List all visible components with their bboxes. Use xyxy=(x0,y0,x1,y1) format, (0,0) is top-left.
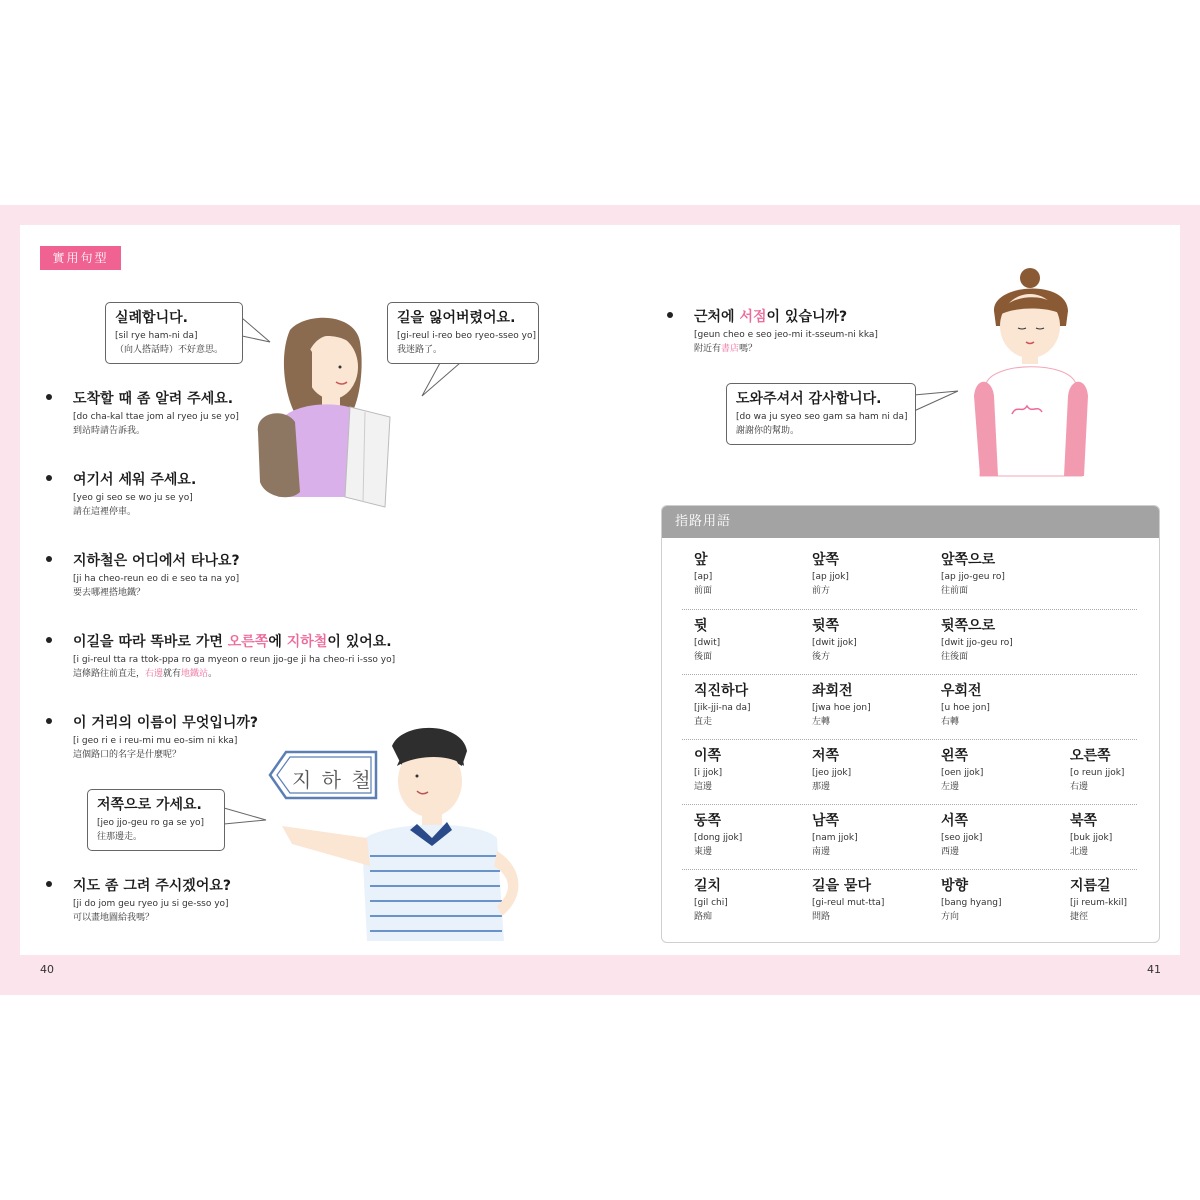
bubble-korean: 길을 잃어버렸어요. xyxy=(397,310,516,326)
direction-vocabulary-panel xyxy=(661,505,1160,943)
vocabulary-entry xyxy=(941,747,983,794)
phrase-romanization: [geun cheo e seo jeo-mi it-sseum-ni kka] xyxy=(694,330,878,340)
vocab-translation: 西邊 xyxy=(941,847,960,857)
vocab-romanization: [ap jjo-geu ro] xyxy=(941,572,1005,582)
vocab-korean: 뒷 xyxy=(694,618,708,634)
phrase-translation: 可以畫地圖給我嗎？ xyxy=(73,913,155,923)
vocab-translation: 問路 xyxy=(812,912,831,922)
vocab-romanization: [ap] xyxy=(694,572,713,582)
vocabulary-entry xyxy=(694,617,720,664)
phrase-korean: 지도 좀 그려 주시겠어요? xyxy=(73,878,231,894)
vocab-romanization: [dwit jjo-geu ro] xyxy=(941,638,1013,648)
phrase-translation: 這個路口的名字是什麼呢？ xyxy=(73,750,182,760)
vocab-romanization: [jik-jji-na da] xyxy=(694,703,751,713)
speech-bubble-thanks xyxy=(726,383,916,445)
vocab-korean: 오른쪽 xyxy=(1070,748,1111,764)
vocab-romanization: [o reun jjok] xyxy=(1070,768,1125,778)
phrase-text: 。 xyxy=(208,669,218,679)
vocab-korean: 남쪽 xyxy=(812,813,840,829)
vocab-translation: 路痴 xyxy=(694,912,713,922)
bullet-dot xyxy=(46,556,52,562)
bullet-dot xyxy=(46,718,52,724)
vocab-translation: 左轉 xyxy=(812,717,831,727)
phrase-korean: 이 거리의 이름이 무엇입니까? xyxy=(73,715,259,731)
phrase-korean xyxy=(694,308,878,326)
highlight-right-side: 오른쪽 xyxy=(227,634,269,650)
vocabulary-row xyxy=(682,804,1137,869)
vocab-romanization: [buk jjok] xyxy=(1070,833,1113,843)
bullet-dot xyxy=(46,394,52,400)
vocab-romanization: [ap jjok] xyxy=(812,572,849,582)
vocab-korean: 북쪽 xyxy=(1070,813,1098,829)
phrase-translation: 請在這裡停車。 xyxy=(73,507,137,517)
vocab-translation: 南邊 xyxy=(812,847,831,857)
bubble-translation: 我迷路了。 xyxy=(397,345,443,355)
bubble-romanization: [gi-reul i-reo beo ryeo-sseo yo] xyxy=(397,331,536,341)
vocabulary-entry xyxy=(694,682,751,729)
phrase-item xyxy=(73,390,239,438)
vocab-romanization: [gi-reul mut-tta] xyxy=(812,898,885,908)
vocabulary-entry xyxy=(941,551,1005,598)
vocabulary-entry xyxy=(941,682,990,729)
vocab-romanization: [jwa hoe jon] xyxy=(812,703,871,713)
phrase-translation: 到站時請告訴我。 xyxy=(73,426,146,436)
vocabulary-entry xyxy=(812,682,871,729)
vocab-korean: 길을 묻다 xyxy=(812,878,871,894)
vocabulary-entry xyxy=(812,551,849,598)
bullet-dot xyxy=(46,881,52,887)
vocabulary-entry xyxy=(812,617,857,664)
bubble-tail xyxy=(420,362,464,398)
vocab-romanization: [seo jjok] xyxy=(941,833,983,843)
vocab-romanization: [dwit jjok] xyxy=(812,638,857,648)
phrase-text: 근처에 xyxy=(694,309,740,325)
bubble-romanization: [jeo jjo-geu ro ga se yo] xyxy=(97,818,205,828)
subway-sign-text: 지 하 철 xyxy=(292,768,373,792)
phrase-item xyxy=(73,633,395,681)
bullet-dot xyxy=(667,312,673,318)
phrase-korean xyxy=(73,633,395,651)
vocab-korean: 저쪽 xyxy=(812,748,840,764)
vocabulary-entry xyxy=(1070,812,1112,859)
vocabulary-entry xyxy=(941,617,1013,664)
girl-with-backpack-illustration xyxy=(250,312,400,512)
vocab-korean: 이쪽 xyxy=(694,748,722,764)
bubble-korean: 저쪽으로 가세요. xyxy=(97,797,202,813)
vocab-romanization: [gil chi] xyxy=(694,898,728,908)
vocabulary-entry xyxy=(941,812,982,859)
phrase-text: 嗎？ xyxy=(739,344,758,354)
vocab-romanization: [dwit] xyxy=(694,638,721,648)
vocab-translation: 後方 xyxy=(812,652,831,662)
phrase-item xyxy=(73,714,258,762)
vocabulary-entry xyxy=(694,551,712,598)
phrase-item xyxy=(73,552,240,600)
vocab-romanization: [dong jjok] xyxy=(694,833,743,843)
section-tag: 實用句型 xyxy=(40,246,121,270)
phrase-text: 就有 xyxy=(163,669,182,679)
phrase-korean: 여기서 세워 주세요. xyxy=(73,472,197,488)
vocab-translation: 左邊 xyxy=(941,782,960,792)
bubble-romanization: [sil rye ham-ni da] xyxy=(115,331,198,341)
vocabulary-entry xyxy=(694,812,742,859)
vocab-translation: 這邊 xyxy=(694,782,713,792)
vocabulary-entry xyxy=(694,747,722,794)
phrase-korean: 도착할 때 좀 알려 주세요. xyxy=(73,391,234,407)
vocab-korean: 방향 xyxy=(941,878,969,894)
phrase-text: 에 xyxy=(268,634,287,650)
phrase-text: 이 있어요. xyxy=(327,634,392,650)
vocab-korean: 직진하다 xyxy=(694,683,749,699)
phrase-translation: 要去哪裡搭地鐵？ xyxy=(73,588,146,598)
vocab-korean: 지름길 xyxy=(1070,878,1111,894)
vocab-romanization: [nam jjok] xyxy=(812,833,858,843)
vocabulary-entry xyxy=(941,877,1002,924)
vocab-translation: 捷徑 xyxy=(1070,912,1089,922)
vocab-korean: 뒷쪽 xyxy=(812,618,840,634)
bullet-dot xyxy=(46,637,52,643)
page-number-left: 40 xyxy=(40,963,54,976)
vocab-translation: 直走 xyxy=(694,717,713,727)
bubble-translation: （向人搭話時）不好意思。 xyxy=(115,345,224,355)
vocabulary-row xyxy=(682,869,1137,934)
vocab-korean: 앞 xyxy=(694,552,708,568)
highlight-bookstore: 書店 xyxy=(721,344,740,354)
phrase-text: 이길을 따라 똑바로 가면 xyxy=(73,634,228,650)
vocab-translation: 往後面 xyxy=(941,652,969,662)
vocab-romanization: [ji reum-kkil] xyxy=(1070,898,1128,908)
vocabulary-panel-title: 指路用語 xyxy=(662,506,1159,538)
phrase-romanization: [ji ha cheo-reun eo di e seo ta na yo] xyxy=(73,574,240,584)
highlight-subway: 地鐵站 xyxy=(181,669,209,679)
highlight-right-side: 右邊 xyxy=(145,669,164,679)
vocab-korean: 왼쪽 xyxy=(941,748,969,764)
vocab-translation: 前方 xyxy=(812,586,831,596)
vocab-translation: 後面 xyxy=(694,652,713,662)
vocab-translation: 前面 xyxy=(694,586,713,596)
woman-in-sweater-illustration xyxy=(972,266,1090,488)
phrase-item xyxy=(73,877,231,925)
vocab-translation: 東邊 xyxy=(694,847,713,857)
phrase-text: 이 있습니까? xyxy=(766,309,848,325)
phrase-item xyxy=(694,308,878,356)
bubble-korean: 실례합니다. xyxy=(115,310,188,326)
vocabulary-entry xyxy=(1070,747,1124,794)
vocab-romanization: [i jjok] xyxy=(694,768,723,778)
phrase-romanization: [yeo gi seo se wo ju se yo] xyxy=(73,493,193,503)
bubble-romanization: [do wa ju syeo seo gam sa ham ni da] xyxy=(736,412,908,422)
vocabulary-entry xyxy=(812,747,851,794)
vocabulary-row xyxy=(682,674,1137,739)
phrase-romanization: [i geo ri e i reu-mi mu eo-sim ni kka] xyxy=(73,736,238,746)
vocabulary-entry xyxy=(812,812,858,859)
vocab-korean: 좌회전 xyxy=(812,683,853,699)
page-number-right: 41 xyxy=(1147,963,1161,976)
vocabulary-row xyxy=(682,551,1137,616)
vocabulary-row xyxy=(682,739,1137,804)
vocab-korean: 우회전 xyxy=(941,683,982,699)
vocabulary-entry xyxy=(812,877,884,924)
highlight-bookstore: 서점 xyxy=(739,309,767,325)
speech-bubble-excuse-me xyxy=(105,302,243,364)
vocab-romanization: [jeo jjok] xyxy=(812,768,852,778)
vocab-romanization: [u hoe jon] xyxy=(941,703,990,713)
vocab-korean: 서쪽 xyxy=(941,813,969,829)
bubble-translation: 往那邊走。 xyxy=(97,832,143,842)
vocabulary-row xyxy=(682,609,1137,674)
vocabulary-entry xyxy=(694,877,728,924)
vocab-translation: 右邊 xyxy=(1070,782,1089,792)
vocab-korean: 길치 xyxy=(694,878,722,894)
vocabulary-entry xyxy=(1070,877,1127,924)
bubble-tail xyxy=(242,316,272,346)
vocab-translation: 右轉 xyxy=(941,717,960,727)
vocab-translation: 北邊 xyxy=(1070,847,1089,857)
phrase-item xyxy=(73,471,196,519)
vocab-korean: 뒷쪽으로 xyxy=(941,618,996,634)
phrase-romanization: [do cha-kal ttae jom al ryeo ju se yo] xyxy=(73,412,239,422)
bubble-korean: 도와주셔서 감사합니다. xyxy=(736,391,882,407)
phrase-translation xyxy=(73,667,395,681)
vocab-romanization: [oen jjok] xyxy=(941,768,984,778)
vocab-translation: 往前面 xyxy=(941,586,969,596)
bullet-dot xyxy=(46,475,52,481)
phrase-text: 附近有 xyxy=(694,344,722,354)
vocab-korean: 동쪽 xyxy=(694,813,722,829)
phrase-translation xyxy=(694,342,878,356)
phrase-romanization: [ji do jom geu ryeo ju si ge-sso yo] xyxy=(73,899,229,909)
speech-bubble-lost xyxy=(387,302,539,364)
bubble-tail xyxy=(914,391,960,417)
vocab-korean: 앞쪽 xyxy=(812,552,840,568)
phrase-romanization: [i gi-reul tta ra ttok-ppa ro ga myeon o reun jjo-ge ji ha cheo-ri i-sso yo] xyxy=(73,655,396,665)
speech-bubble-go-there xyxy=(87,789,225,851)
vocab-translation: 那邊 xyxy=(812,782,831,792)
bubble-translation: 謝謝你的幫助。 xyxy=(736,426,800,436)
phrase-korean: 지하철은 어디에서 타나요? xyxy=(73,553,240,569)
vocab-romanization: [bang hyang] xyxy=(941,898,1002,908)
vocab-translation: 方向 xyxy=(941,912,960,922)
vocab-korean: 앞쪽으로 xyxy=(941,552,996,568)
phrase-text: 這條路往前直走， xyxy=(73,669,146,679)
bubble-tail xyxy=(224,806,268,828)
highlight-subway: 지하철 xyxy=(286,634,328,650)
